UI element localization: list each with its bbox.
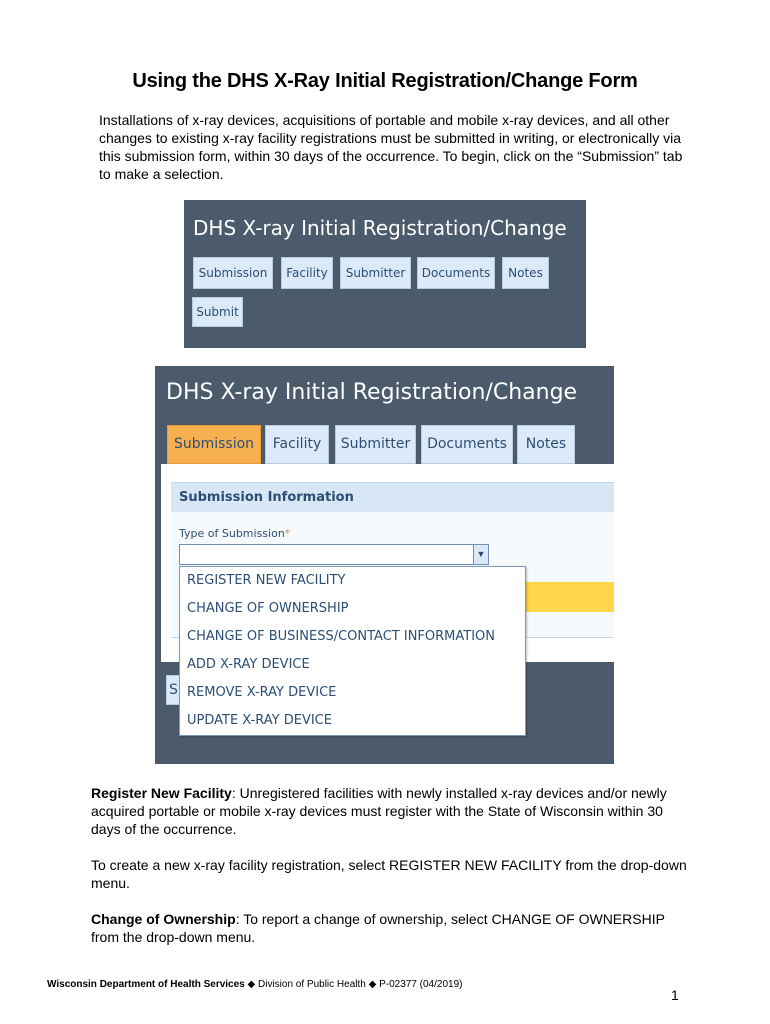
app-title: DHS X-ray Initial Registration/Change xyxy=(166,380,578,405)
form-screenshot-tabs xyxy=(184,200,586,348)
ownership-term: Change of Ownership xyxy=(91,911,236,927)
page-title: Using the DHS X-Ray Initial Registration/Change Form xyxy=(132,70,638,92)
tab-submitter[interactable]: Submitter xyxy=(335,425,416,464)
type-of-submission-label: Type of Submission* xyxy=(179,527,291,540)
footer-separator: ◆ xyxy=(244,979,258,990)
partial-button[interactable]: S xyxy=(166,675,180,705)
tab-facility[interactable]: Facility xyxy=(265,425,329,464)
page-number: 1 xyxy=(671,987,679,1003)
option-update-xray-device[interactable]: UPDATE X-RAY DEVICE xyxy=(187,713,332,728)
option-change-of-ownership[interactable]: CHANGE OF OWNERSHIP xyxy=(187,601,349,616)
footer: Wisconsin Department of Health Services ◆ Division of Public Health ◆ P-02377 (04/2019) xyxy=(47,979,463,990)
ownership-paragraph: Change of Ownership: To report a change of ownership, select CHANGE OF OWNERSHIP from the drop-down menu. xyxy=(91,911,665,945)
option-add-xray-device[interactable]: ADD X-RAY DEVICE xyxy=(187,657,310,672)
footer-division: Division of Public Health xyxy=(258,979,366,990)
submission-type-dropdown[interactable] xyxy=(179,566,526,736)
create-paragraph: To create a new x-ray facility registration, select REGISTER NEW FACILITY from the drop-down menu. xyxy=(91,857,687,891)
tab-submission[interactable]: Submission xyxy=(193,257,273,289)
tab-submitter[interactable]: Submitter xyxy=(340,257,411,289)
register-paragraph: Register New Facility: Unregistered facilities with newly installed x-ray devices and/or newly acquired portable or mobile x-ray devices must register with the State of Wisconsin within 30 days of the occurrence. xyxy=(91,785,667,837)
tab-documents[interactable]: Documents xyxy=(417,257,495,289)
type-of-submission-select[interactable] xyxy=(179,544,489,565)
tab-facility[interactable]: Facility xyxy=(281,257,333,289)
option-register-new-facility[interactable]: REGISTER NEW FACILITY xyxy=(187,573,346,588)
required-marker: * xyxy=(284,527,291,540)
footer-org: Wisconsin Department of Health Services xyxy=(47,979,245,990)
chevron-down-icon[interactable]: ▼ xyxy=(473,545,488,564)
section-header: Submission Information xyxy=(171,482,614,512)
register-term: Register New Facility xyxy=(91,785,232,801)
tab-notes[interactable]: Notes xyxy=(502,257,549,289)
tab-submission[interactable]: Submission xyxy=(167,425,261,464)
footer-form-id: P-02377 (04/2019) xyxy=(379,979,463,990)
option-change-business-contact[interactable]: CHANGE OF BUSINESS/CONTACT INFORMATION xyxy=(187,629,495,644)
tab-notes[interactable]: Notes xyxy=(517,425,575,464)
app-title: DHS X-ray Initial Registration/Change xyxy=(193,216,567,240)
submit-button[interactable]: Submit xyxy=(192,297,243,327)
intro-paragraph: Installations of x-ray devices, acquisitions of portable and mobile x-ray devices, and all other changes to existing x-ray facility registrations must be submitted in writing, or electronically via this submission form, within 30 days of the occurrence. To begin, click on the “Submission” tab to make a selection. xyxy=(99,112,683,182)
option-remove-xray-device[interactable]: REMOVE X-RAY DEVICE xyxy=(187,685,337,700)
tab-documents[interactable]: Documents xyxy=(421,425,513,464)
highlight-strip xyxy=(521,582,614,612)
